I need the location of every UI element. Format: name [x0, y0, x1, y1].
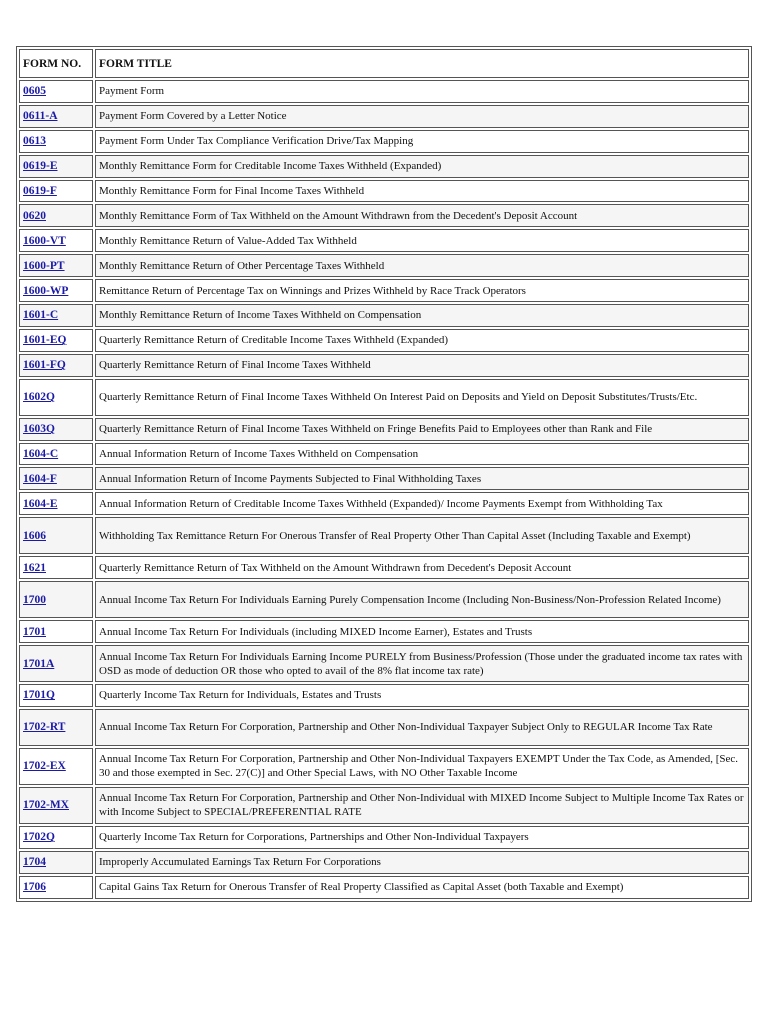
- table-row: [19, 254, 749, 277]
- form-title-cell: Monthly Remittance Form for Creditable Income Taxes Withheld (Expanded): [95, 155, 749, 178]
- form-no-cell: [19, 80, 93, 103]
- form-link[interactable]: 1700: [23, 593, 46, 606]
- table-row: [19, 204, 749, 227]
- form-no-cell: [19, 826, 93, 849]
- form-no-cell: [19, 876, 93, 899]
- form-no-cell: [19, 620, 93, 643]
- form-title-cell: Monthly Remittance Form for Final Income Taxes Withheld: [95, 180, 749, 203]
- table-row: [19, 748, 749, 785]
- form-link[interactable]: 1601-C: [23, 309, 59, 322]
- table-row: [19, 379, 749, 416]
- form-link[interactable]: 1702Q: [23, 831, 55, 844]
- form-no-cell: [19, 645, 93, 682]
- form-no-cell: [19, 155, 93, 178]
- table-row: [19, 155, 749, 178]
- form-title-cell: Annual Income Tax Return For Corporation, Partnership and Other Non-Individual Taxpayers EXEMPT Under the Tax Code, as Amended, [Sec. 30 and those exempted in Sec. 27(C)] and Other Special Laws, with NO Other Taxable Income: [95, 748, 749, 785]
- table-header-row: [19, 49, 749, 78]
- table-row: [19, 80, 749, 103]
- header-form-no: FORM NO.: [19, 49, 93, 78]
- table-row: [19, 492, 749, 515]
- form-no-cell: [19, 787, 93, 824]
- table-row: [19, 556, 749, 579]
- form-link[interactable]: 1604-F: [23, 472, 57, 485]
- form-title-cell: Quarterly Remittance Return of Final Income Taxes Withheld: [95, 354, 749, 377]
- form-link[interactable]: 0611-A: [23, 110, 58, 123]
- form-no-cell: [19, 748, 93, 785]
- form-no-cell: [19, 684, 93, 707]
- form-no-cell: [19, 851, 93, 874]
- form-title-cell: Monthly Remittance Return of Income Taxes Withheld on Compensation: [95, 304, 749, 327]
- form-link[interactable]: 0619-F: [23, 185, 57, 197]
- form-link[interactable]: 0619-E: [23, 160, 58, 173]
- table-row: [19, 443, 749, 466]
- form-title-cell: Quarterly Remittance Return of Final Income Taxes Withheld On Interest Paid on Deposits and Yield on Deposit Substitutes/Trusts/Etc.: [95, 379, 749, 416]
- form-title-cell: Quarterly Remittance Return of Tax Withheld on the Amount Withdrawn from Decedent's Deposit Account: [95, 556, 749, 579]
- form-no-cell: [19, 304, 93, 327]
- form-title-cell: Monthly Remittance Return of Value-Added Tax Withheld: [95, 229, 749, 252]
- table-row: [19, 105, 749, 128]
- form-title-cell: Quarterly Remittance Return of Final Income Taxes Withheld on Fringe Benefits Paid to Employees other than Rank and File: [95, 418, 749, 441]
- form-title-cell: Quarterly Income Tax Return for Individuals, Estates and Trusts: [95, 684, 749, 707]
- table-row: [19, 279, 749, 302]
- form-link[interactable]: 1606: [23, 529, 46, 542]
- table-row: [19, 229, 749, 252]
- form-no-cell: [19, 204, 93, 227]
- forms-table: [16, 46, 752, 902]
- form-title-cell: Annual Income Tax Return For Corporation, Partnership and Other Non-Individual Taxpayer Subject Only to REGULAR Income Tax Rate: [95, 709, 749, 746]
- table-row: [19, 517, 749, 554]
- form-title-cell: Payment Form Under Tax Compliance Verification Drive/Tax Mapping: [95, 130, 749, 153]
- form-link[interactable]: 1600-VT: [23, 234, 66, 247]
- form-link[interactable]: 1702-RT: [23, 721, 66, 734]
- form-no-cell: [19, 418, 93, 441]
- table-row: [19, 329, 749, 352]
- form-link[interactable]: 1706: [23, 881, 46, 894]
- form-link[interactable]: 1600-WP: [23, 284, 69, 297]
- table-row: [19, 876, 749, 899]
- form-link[interactable]: 1704: [23, 856, 46, 869]
- form-link[interactable]: 1702-EX: [23, 760, 66, 773]
- form-title-cell: Annual Income Tax Return For Individuals Earning Income PURELY from Business/Profession (Those under the graduated income tax rates with OSD as mode of deduction OR those who opted to avail of the 8% flat income tax rate): [95, 645, 749, 682]
- form-no-cell: [19, 279, 93, 302]
- form-title-cell: Annual Income Tax Return For Corporation, Partnership and Other Non-Individual with MIXED Income Subject to Multiple Income Tax Rates or with Income Subject to SPECIAL/PREFERENTIAL RATE: [95, 787, 749, 824]
- table-row: [19, 418, 749, 441]
- form-link[interactable]: 1600-PT: [23, 259, 65, 272]
- form-no-cell: [19, 229, 93, 252]
- form-no-cell: [19, 556, 93, 579]
- form-link[interactable]: 1601-FQ: [23, 359, 66, 372]
- form-link[interactable]: 1601-EQ: [23, 334, 67, 347]
- form-title-cell: Withholding Tax Remittance Return For Onerous Transfer of Real Property Other Than Capital Asset (Including Taxable and Exempt): [95, 517, 749, 554]
- form-no-cell: [19, 709, 93, 746]
- form-no-cell: [19, 443, 93, 466]
- form-link[interactable]: 1621: [23, 561, 46, 574]
- form-title-cell: Quarterly Income Tax Return for Corporations, Partnerships and Other Non-Individual Taxpayers: [95, 826, 749, 849]
- form-no-cell: [19, 517, 93, 554]
- form-link[interactable]: 0605: [23, 85, 46, 98]
- form-link[interactable]: 1701: [23, 625, 46, 638]
- form-link[interactable]: 1603Q: [23, 423, 55, 436]
- form-no-cell: [19, 329, 93, 352]
- table-row: [19, 304, 749, 327]
- form-title-cell: Monthly Remittance Form of Tax Withheld on the Amount Withdrawn from the Decedent's Deposit Account: [95, 204, 749, 227]
- table-row: [19, 130, 749, 153]
- table-row: [19, 581, 749, 618]
- form-title-cell: Quarterly Remittance Return of Creditable Income Taxes Withheld (Expanded): [95, 329, 749, 352]
- form-link[interactable]: 1701Q: [23, 689, 55, 702]
- table-row: [19, 709, 749, 746]
- form-link[interactable]: 1701A: [23, 657, 55, 670]
- form-title-cell: Annual Income Tax Return For Individuals (including MIXED Income Earner), Estates and Trusts: [95, 620, 749, 643]
- form-title-cell: Payment Form: [95, 80, 749, 103]
- form-no-cell: [19, 354, 93, 377]
- table-row: [19, 851, 749, 874]
- form-no-cell: [19, 254, 93, 277]
- form-no-cell: [19, 180, 93, 203]
- table-row: [19, 620, 749, 643]
- form-title-cell: Capital Gains Tax Return for Onerous Transfer of Real Property Classified as Capital Asset (both Taxable and Exempt): [95, 876, 749, 899]
- table-row: [19, 354, 749, 377]
- form-title-cell: Annual Information Return of Income Payments Subjected to Final Withholding Taxes: [95, 467, 749, 490]
- form-no-cell: [19, 379, 93, 416]
- table-row: [19, 645, 749, 682]
- table-row: [19, 826, 749, 849]
- form-title-cell: Annual Information Return of Creditable Income Taxes Withheld (Expanded)/ Income Payments Exempt from Withholding Tax: [95, 492, 749, 515]
- form-title-cell: Payment Form Covered by a Letter Notice: [95, 105, 749, 128]
- form-title-cell: Improperly Accumulated Earnings Tax Return For Corporations: [95, 851, 749, 874]
- form-link[interactable]: 1702-MX: [23, 799, 69, 812]
- form-title-cell: Annual Income Tax Return For Individuals Earning Purely Compensation Income (Including Non-Business/Non-Profession Related Income): [95, 581, 749, 618]
- header-form-title: FORM TITLE: [95, 49, 749, 78]
- table-row: [19, 787, 749, 824]
- table-row: [19, 684, 749, 707]
- form-no-cell: [19, 105, 93, 128]
- form-title-cell: Remittance Return of Percentage Tax on Winnings and Prizes Withheld by Race Track Operators: [95, 279, 749, 302]
- form-link[interactable]: 0620: [23, 209, 46, 222]
- form-link[interactable]: 0613: [23, 135, 46, 148]
- form-title-cell: Monthly Remittance Return of Other Percentage Taxes Withheld: [95, 254, 749, 277]
- form-no-cell: [19, 492, 93, 515]
- form-link[interactable]: 1602Q: [23, 391, 55, 404]
- form-title-cell: Annual Information Return of Income Taxes Withheld on Compensation: [95, 443, 749, 466]
- form-no-cell: [19, 467, 93, 490]
- form-link[interactable]: 1604-C: [23, 448, 59, 461]
- form-no-cell: [19, 581, 93, 618]
- form-link[interactable]: 1604-E: [23, 497, 58, 510]
- table-body: [19, 80, 749, 899]
- form-no-cell: [19, 130, 93, 153]
- table-row: [19, 467, 749, 490]
- table-row: [19, 180, 749, 203]
